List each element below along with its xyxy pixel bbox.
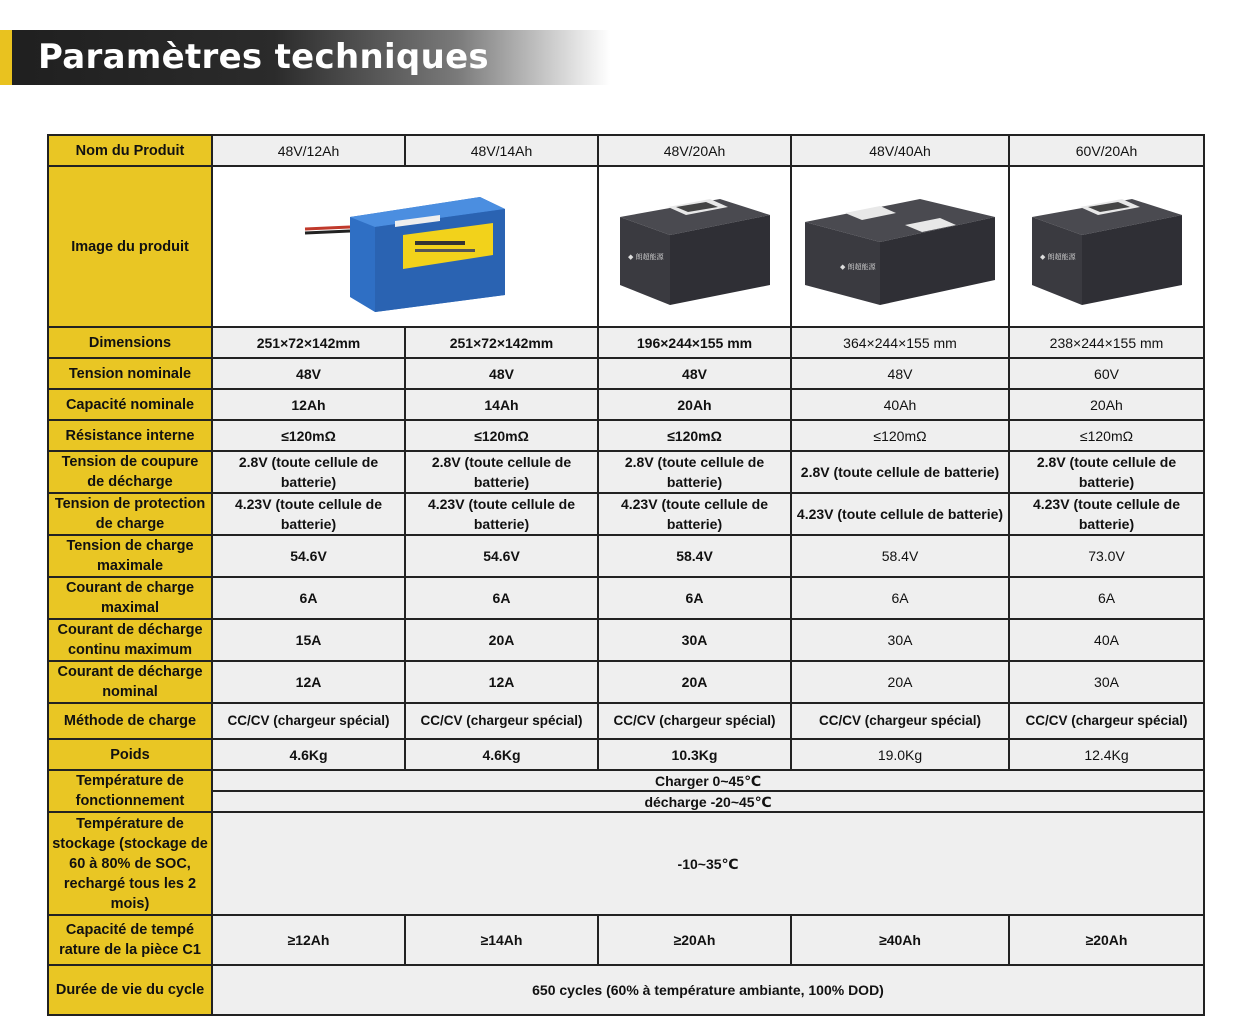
table-cell: 238×244×155 mm (1009, 327, 1204, 358)
row-label: Tension nominale (48, 358, 212, 389)
table-cell: 54.6V (405, 535, 598, 577)
spec-table (47, 134, 1205, 1016)
table-cell: 20Ah (598, 389, 791, 420)
svg-text:◆ 朗超能源: ◆ 朗超能源 (627, 252, 664, 261)
table-cell: 6A (791, 577, 1009, 619)
table-cell: 2.8V (toute cellule de batterie) (598, 451, 791, 493)
table-cell: 14Ah (405, 389, 598, 420)
table-cell: 48V (598, 358, 791, 389)
table-cell: 15A (212, 619, 405, 661)
table-cell: ≤120mΩ (405, 420, 598, 451)
column-header: 48V/14Ah (405, 135, 598, 166)
table-row-charge-method (48, 703, 1204, 739)
table-cell: CC/CV (chargeur spécial) (405, 703, 598, 739)
table-cell: CC/CV (chargeur spécial) (791, 703, 1009, 739)
table-cell: 60V (1009, 358, 1204, 389)
table-cell: 251×72×142mm (405, 327, 598, 358)
table-cell: 20A (598, 661, 791, 703)
table-cell: 6A (405, 577, 598, 619)
table-cell: CC/CV (chargeur spécial) (1009, 703, 1204, 739)
table-row-operating-temp-discharge (48, 791, 1204, 812)
table-cell: 30A (791, 619, 1009, 661)
table-cell: 20A (791, 661, 1009, 703)
table-row-nominal-discharge (48, 661, 1204, 703)
table-cell: ≤120mΩ (212, 420, 405, 451)
table-cell: ≥40Ah (791, 915, 1009, 965)
row-label: Poids (48, 739, 212, 770)
table-cell: 2.8V (toute cellule de batterie) (405, 451, 598, 493)
battery-box-image-20ah (598, 166, 791, 327)
table-cell: 6A (1009, 577, 1204, 619)
table-row-weight (48, 739, 1204, 770)
table-row-nominal-capacity (48, 389, 1204, 420)
table-cell: CC/CV (chargeur spécial) (212, 703, 405, 739)
table-cell: 48V (405, 358, 598, 389)
table-cell: 30A (1009, 661, 1204, 703)
table-cell: 73.0V (1009, 535, 1204, 577)
table-row-operating-temp (48, 770, 1204, 791)
table-row-product-name (48, 135, 1204, 166)
section-banner (0, 30, 610, 85)
blue-battery-icon (255, 177, 555, 317)
banner-accent (0, 30, 12, 85)
table-cell: 20A (405, 619, 598, 661)
table-cell: 6A (212, 577, 405, 619)
table-cell: 251×72×142mm (212, 327, 405, 358)
svg-text:◆ 朗超能源: ◆ 朗超能源 (1039, 252, 1076, 261)
battery-box-image-60v (1009, 166, 1204, 327)
table-cell: 40A (1009, 619, 1204, 661)
table-cell: 12A (405, 661, 598, 703)
row-label: Dimensions (48, 327, 212, 358)
column-header: 48V/12Ah (212, 135, 405, 166)
battery-box-icon (610, 177, 780, 317)
table-cell: 4.23V (toute cellule de batterie) (212, 493, 405, 535)
battery-box-icon (1022, 177, 1192, 317)
row-label: Courant de décharge continu maximum (48, 619, 212, 661)
table-cell: ≥20Ah (598, 915, 791, 965)
table-cell: 196×244×155 mm (598, 327, 791, 358)
row-label: Température de fonctionnement (48, 770, 212, 812)
svg-text:◆ 朗超能源: ◆ 朗超能源 (840, 262, 876, 271)
table-row-max-charge-current (48, 577, 1204, 619)
table-cell: 10.3Kg (598, 739, 791, 770)
table-cell: 19.0Kg (791, 739, 1009, 770)
battery-box-image-40ah (791, 166, 1009, 327)
table-cell: 48V (212, 358, 405, 389)
table-row-product-image (48, 166, 1204, 327)
battery-pack-image (212, 166, 598, 327)
table-cell: 12Ah (212, 389, 405, 420)
table-cell: ≤120mΩ (598, 420, 791, 451)
table-cell: 364×244×155 mm (791, 327, 1009, 358)
table-cell: 48V (791, 358, 1009, 389)
table-cell: 6A (598, 577, 791, 619)
row-label: Température de stockage (stockage de 60 à 80% de SOC, rechargé tous les 2 mois) (48, 812, 212, 915)
table-cell: 650 cycles (60% à température ambiante, 100% DOD) (212, 965, 1204, 1015)
table-cell: ≤120mΩ (1009, 420, 1204, 451)
table-cell: 4.6Kg (405, 739, 598, 770)
table-cell: 4.6Kg (212, 739, 405, 770)
table-cell: 54.6V (212, 535, 405, 577)
table-row-nominal-voltage (48, 358, 1204, 389)
table-cell: ≥20Ah (1009, 915, 1204, 965)
row-label: Tension de protection de charge (48, 493, 212, 535)
page-title: Paramètres techniques (38, 37, 489, 77)
row-label: Image du produit (48, 166, 212, 327)
row-label: Capacité de tempé rature de la pièce C1 (48, 915, 212, 965)
battery-box-icon (800, 177, 1000, 317)
row-label: Tension de charge maximale (48, 535, 212, 577)
table-cell: 2.8V (toute cellule de batterie) (791, 451, 1009, 493)
table-cell: 4.23V (toute cellule de batterie) (598, 493, 791, 535)
table-row-dimensions (48, 327, 1204, 358)
table-row-discharge-cutoff (48, 451, 1204, 493)
row-label: Résistance interne (48, 420, 212, 451)
table-cell: ≤120mΩ (791, 420, 1009, 451)
row-label: Durée de vie du cycle (48, 965, 212, 1015)
table-cell: 4.23V (toute cellule de batterie) (1009, 493, 1204, 535)
table-cell: 40Ah (791, 389, 1009, 420)
table-row-cycle-life (48, 965, 1204, 1015)
row-label: Méthode de charge (48, 703, 212, 739)
table-cell: 58.4V (598, 535, 791, 577)
row-label: Courant de charge maximal (48, 577, 212, 619)
table-row-charge-protection (48, 493, 1204, 535)
table-cell: 2.8V (toute cellule de batterie) (1009, 451, 1204, 493)
table-row-max-continuous-discharge (48, 619, 1204, 661)
table-row-max-charge-voltage (48, 535, 1204, 577)
table-cell-discharge-temp: décharge -20~45℃ (212, 791, 1204, 812)
table-cell: 12.4Kg (1009, 739, 1204, 770)
table-cell: 12A (212, 661, 405, 703)
row-label: Courant de décharge nominal (48, 661, 212, 703)
table-cell: 4.23V (toute cellule de batterie) (405, 493, 598, 535)
table-row-storage-temp (48, 812, 1204, 915)
row-label: Capacité nominale (48, 389, 212, 420)
table-cell: -10~35℃ (212, 812, 1204, 915)
table-cell: 30A (598, 619, 791, 661)
table-row-c1-capacity (48, 915, 1204, 965)
column-header: 48V/20Ah (598, 135, 791, 166)
row-label: Tension de coupure de décharge (48, 451, 212, 493)
table-cell: CC/CV (chargeur spécial) (598, 703, 791, 739)
row-label: Nom du Produit (48, 135, 212, 166)
table-cell-charge-temp: Charger 0~45℃ (212, 770, 1204, 791)
table-row-internal-resistance (48, 420, 1204, 451)
column-header: 48V/40Ah (791, 135, 1009, 166)
table-cell: 2.8V (toute cellule de batterie) (212, 451, 405, 493)
table-cell: 20Ah (1009, 389, 1204, 420)
table-cell: ≥14Ah (405, 915, 598, 965)
table-cell: 4.23V (toute cellule de batterie) (791, 493, 1009, 535)
table-cell: ≥12Ah (212, 915, 405, 965)
table-cell: 58.4V (791, 535, 1009, 577)
column-header: 60V/20Ah (1009, 135, 1204, 166)
